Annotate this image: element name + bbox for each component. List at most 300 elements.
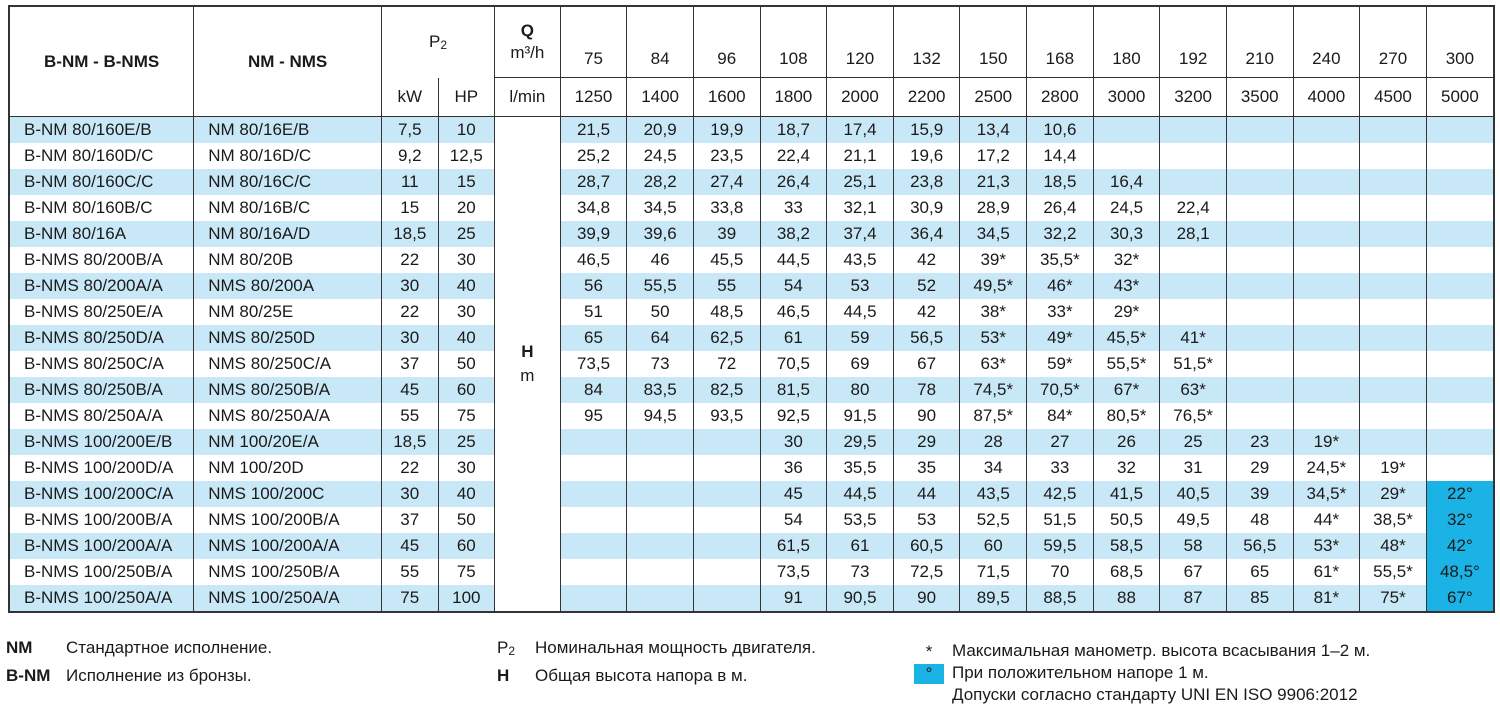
head-value: 46 [627,247,694,273]
head-value [560,559,627,585]
head-value: 46* [1027,273,1094,299]
head-value: 67 [1160,559,1227,585]
head-value: 23,5 [693,143,760,169]
head-value [560,507,627,533]
head-value: 24,5* [1293,455,1360,481]
head-value: 42,5 [1027,481,1094,507]
head-value: 34,5 [627,195,694,221]
flow-lmin: 2000 [827,78,894,117]
head-value: 84* [1027,403,1094,429]
head-value: 46,5 [760,299,827,325]
flow-m3h: 108 [760,6,827,78]
head-value [1226,325,1293,351]
head-value [1093,117,1160,144]
head-value: 60 [960,533,1027,559]
flow-m3h: 270 [1360,6,1427,78]
power-hp: 100 [438,585,495,612]
table-row [9,507,1494,533]
model-nm: NMS 80/200A [194,273,382,299]
power-hp: 60 [438,533,495,559]
head-value: 30,3 [1093,221,1160,247]
power-hp: 30 [438,455,495,481]
head-value: 23 [1226,429,1293,455]
head-value: 67° [1426,585,1494,612]
head-value: 90 [893,403,960,429]
head-value: 22,4 [760,143,827,169]
head-value [1226,351,1293,377]
head-value: 39 [1226,481,1293,507]
head-value: 18,7 [760,117,827,144]
model-bnm: B-NM 80/160B/C [9,195,194,221]
head-value: 56 [560,273,627,299]
head-value: 44* [1293,507,1360,533]
head-value: 36,4 [893,221,960,247]
power-hp: 40 [438,325,495,351]
head-value [1360,299,1427,325]
head-value: 42 [893,247,960,273]
head-value [1226,143,1293,169]
power-kw: 22 [382,455,439,481]
head-value: 39* [960,247,1027,273]
head-value: 91,5 [827,403,894,429]
head-value: 21,1 [827,143,894,169]
legend-bnm: B-NM Исполнение из бронзы. [6,666,252,685]
header-lmin: l/min [495,78,561,117]
power-kw: 30 [382,273,439,299]
flow-m3h: 192 [1160,6,1227,78]
head-value: 39,6 [627,221,694,247]
head-value: 29* [1360,481,1427,507]
head-value [1360,377,1427,403]
power-hp: 40 [438,481,495,507]
head-value [560,585,627,612]
head-value [1160,169,1227,195]
flow-m3h: 210 [1226,6,1293,78]
head-value [1226,169,1293,195]
head-value: 53 [827,273,894,299]
head-value [1360,273,1427,299]
head-value: 73 [627,351,694,377]
asterisk-icon: * [925,641,933,661]
head-value [1160,247,1227,273]
power-hp: 15 [438,169,495,195]
head-value: 15,9 [893,117,960,144]
head-value [627,455,694,481]
power-hp: 30 [438,247,495,273]
table-body [9,117,1494,613]
power-hp: 12,5 [438,143,495,169]
head-value: 29* [1093,299,1160,325]
flow-lmin: 2800 [1027,78,1094,117]
header-nm-series: NM - NMS [194,6,382,117]
head-value [1293,377,1360,403]
table-row [9,403,1494,429]
flow-lmin: 1400 [627,78,694,117]
flow-lmin: 5000 [1426,78,1494,117]
head-value [1360,429,1427,455]
head-value: 19* [1360,455,1427,481]
head-value [1426,273,1494,299]
legend-notes [914,640,1370,706]
head-value [1293,247,1360,273]
model-nm: NM 80/16C/C [194,169,382,195]
power-hp: 75 [438,403,495,429]
power-hp: 25 [438,429,495,455]
legend-nm: NM Стандартное исполнение. [6,638,273,657]
head-value [1360,117,1427,144]
head-value [627,429,694,455]
head-value: 38,5* [1360,507,1427,533]
power-hp: 40 [438,273,495,299]
power-hp: 60 [438,377,495,403]
table-row [9,481,1494,507]
head-value [693,507,760,533]
head-value [1293,273,1360,299]
head-value: 73,5 [560,351,627,377]
head-value: 84 [560,377,627,403]
model-bnm: B-NMS 100/200D/A [9,455,194,481]
head-value: 34,5* [1293,481,1360,507]
head-value: 53,5 [827,507,894,533]
power-kw: 22 [382,247,439,273]
head-value [1360,195,1427,221]
model-bnm: B-NMS 100/250A/A [9,585,194,612]
head-value [1160,143,1227,169]
head-label: H m [495,117,561,613]
head-value: 71,5 [960,559,1027,585]
head-value: 28,7 [560,169,627,195]
model-bnm: B-NMS 100/200A/A [9,533,194,559]
model-nm: NM 100/20E/A [194,429,382,455]
head-value [1426,247,1494,273]
head-value [1226,247,1293,273]
head-value [1293,117,1360,144]
head-value [1293,143,1360,169]
head-value [693,585,760,612]
model-nm: NM 80/16D/C [194,143,382,169]
head-value: 65 [1226,559,1293,585]
head-value: 90,5 [827,585,894,612]
head-value: 44 [893,481,960,507]
header-kw: kW [382,78,439,117]
head-value: 26,4 [1027,195,1094,221]
table-row [9,559,1494,585]
model-nm: NM 80/16A/D [194,221,382,247]
model-bnm: B-NMS 80/250C/A [9,351,194,377]
flow-m3h: 132 [893,6,960,78]
table-row [9,325,1494,351]
head-value: 52,5 [960,507,1027,533]
head-value: 67* [1093,377,1160,403]
head-value: 25 [1160,429,1227,455]
head-value: 61 [827,533,894,559]
power-kw: 75 [382,585,439,612]
model-bnm: B-NMS 100/250B/A [9,559,194,585]
head-value: 44,5 [827,299,894,325]
head-value: 18,5 [1027,169,1094,195]
head-value: 95 [560,403,627,429]
head-value: 35 [893,455,960,481]
head-value: 26,4 [760,169,827,195]
model-bnm: B-NM 80/160E/B [9,117,194,144]
head-value [560,455,627,481]
power-hp: 25 [438,221,495,247]
head-value [1093,143,1160,169]
table-row [9,195,1494,221]
head-value: 41* [1160,325,1227,351]
model-bnm: B-NMS 100/200E/B [9,429,194,455]
head-value [1293,221,1360,247]
head-value [560,429,627,455]
header-p2: P2 [382,6,495,78]
legend-series [6,634,272,690]
head-value: 28,2 [627,169,694,195]
head-value: 43,5 [827,247,894,273]
head-value: 23,8 [893,169,960,195]
head-value: 27 [1027,429,1094,455]
head-value [627,481,694,507]
head-value: 43,5 [960,481,1027,507]
head-value: 32* [1093,247,1160,273]
head-value: 85 [1226,585,1293,612]
power-kw: 30 [382,325,439,351]
model-bnm: B-NMS 80/200B/A [9,247,194,273]
model-nm: NMS 100/250B/A [194,559,382,585]
head-value: 29,5 [827,429,894,455]
power-hp: 50 [438,507,495,533]
head-value [693,455,760,481]
flow-lmin: 3200 [1160,78,1227,117]
head-value: 51 [560,299,627,325]
power-kw: 15 [382,195,439,221]
power-kw: 55 [382,559,439,585]
head-value: 45,5 [693,247,760,273]
head-value [1160,299,1227,325]
head-value: 54 [760,273,827,299]
flow-m3h: 168 [1027,6,1094,78]
power-kw: 37 [382,507,439,533]
head-value: 46,5 [560,247,627,273]
head-value [1360,247,1427,273]
head-value: 69 [827,351,894,377]
power-kw: 18,5 [382,221,439,247]
head-value: 14,4 [1027,143,1094,169]
table-row [9,351,1494,377]
head-value [560,533,627,559]
power-kw: 22 [382,299,439,325]
head-value [1226,273,1293,299]
head-value: 63* [960,351,1027,377]
degree-box-icon: ° [914,664,944,684]
head-value: 53 [893,507,960,533]
head-value: 28,9 [960,195,1027,221]
head-value: 45 [760,481,827,507]
model-bnm: B-NM 80/160C/C [9,169,194,195]
head-value [1426,403,1494,429]
head-value: 33 [760,195,827,221]
legend-symbols [497,634,816,690]
model-nm: NMS 100/250A/A [194,585,382,612]
head-value: 26 [1093,429,1160,455]
head-value: 19,6 [893,143,960,169]
head-value: 25,2 [560,143,627,169]
model-nm: NMS 80/250A/A [194,403,382,429]
flow-lmin: 2500 [960,78,1027,117]
flow-lmin: 3000 [1093,78,1160,117]
head-value: 21,3 [960,169,1027,195]
head-value: 17,4 [827,117,894,144]
head-value: 31 [1160,455,1227,481]
head-value: 88 [1093,585,1160,612]
head-value: 63* [1160,377,1227,403]
head-value: 87 [1160,585,1227,612]
head-value: 58,5 [1093,533,1160,559]
power-hp: 20 [438,195,495,221]
table-row [9,299,1494,325]
head-value: 32 [1093,455,1160,481]
head-value: 34,8 [560,195,627,221]
head-value: 36 [760,455,827,481]
model-bnm: B-NMS 80/250D/A [9,325,194,351]
head-value: 75* [1360,585,1427,612]
flow-m3h: 120 [827,6,894,78]
head-value: 38,2 [760,221,827,247]
head-value: 34 [960,455,1027,481]
head-value [1360,351,1427,377]
power-kw: 11 [382,169,439,195]
head-value: 81* [1293,585,1360,612]
flow-m3h: 180 [1093,6,1160,78]
head-value: 76,5* [1160,403,1227,429]
head-value: 35,5 [827,455,894,481]
head-value: 49,5* [960,273,1027,299]
table-row [9,221,1494,247]
model-nm: NMS 80/250B/A [194,377,382,403]
table-row [9,117,1494,144]
pump-performance-table [8,5,1495,613]
head-value [627,507,694,533]
model-nm: NM 80/16E/B [194,117,382,144]
flow-lmin: 3500 [1226,78,1293,117]
legend-circle: ° При положительном напоре 1 м. [914,662,1370,684]
power-kw: 37 [382,351,439,377]
head-value: 17,2 [960,143,1027,169]
head-value: 51,5 [1027,507,1094,533]
head-value [1293,169,1360,195]
head-value [1426,143,1494,169]
head-value [1293,325,1360,351]
head-value: 60,5 [893,533,960,559]
head-value: 33 [1027,455,1094,481]
head-value: 59 [827,325,894,351]
flow-lmin: 1600 [693,78,760,117]
head-value: 55,5* [1360,559,1427,585]
power-kw: 55 [382,403,439,429]
model-bnm: B-NMS 80/250A/A [9,403,194,429]
head-value: 10,6 [1027,117,1094,144]
head-value: 32,1 [827,195,894,221]
head-value: 61,5 [760,533,827,559]
head-value [1226,195,1293,221]
head-value: 83,5 [627,377,694,403]
head-value: 70,5* [1027,377,1094,403]
head-value: 22° [1426,481,1494,507]
legend-p2: P2 Номинальная мощность двигателя. [497,638,816,658]
head-value [693,559,760,585]
table-row [9,247,1494,273]
head-value [627,559,694,585]
head-value: 28,1 [1160,221,1227,247]
head-value: 50,5 [1093,507,1160,533]
model-nm: NMS 100/200A/A [194,533,382,559]
table-row [9,585,1494,612]
head-value [1426,429,1494,455]
head-value: 13,4 [960,117,1027,144]
table-row [9,169,1494,195]
head-value: 49,5 [1160,507,1227,533]
table-row [9,429,1494,455]
head-value: 81,5 [760,377,827,403]
model-nm: NMS 80/250C/A [194,351,382,377]
table-row [9,143,1494,169]
model-nm: NMS 100/200B/A [194,507,382,533]
head-value: 19,9 [693,117,760,144]
head-value: 30,9 [893,195,960,221]
model-nm: NM 100/20D [194,455,382,481]
power-kw: 9,2 [382,143,439,169]
head-value: 94,5 [627,403,694,429]
head-value: 37,4 [827,221,894,247]
head-value [1426,221,1494,247]
head-value: 44,5 [827,481,894,507]
head-value: 40,5 [1160,481,1227,507]
flow-m3h: 84 [627,6,694,78]
flow-lmin: 1250 [560,78,627,117]
head-value: 61 [760,325,827,351]
head-value [1426,377,1494,403]
head-value: 41,5 [1093,481,1160,507]
header-q: Q m³/h [495,6,561,78]
head-value: 32° [1426,507,1494,533]
head-value: 64 [627,325,694,351]
flow-m3h: 150 [960,6,1027,78]
head-value: 48,5 [693,299,760,325]
head-value [1426,325,1494,351]
head-value: 24,5 [627,143,694,169]
head-value [1226,377,1293,403]
head-value: 73 [827,559,894,585]
flow-lmin: 4000 [1293,78,1360,117]
head-value: 29 [893,429,960,455]
power-kw: 45 [382,533,439,559]
head-value: 78 [893,377,960,403]
power-hp: 75 [438,559,495,585]
power-kw: 45 [382,377,439,403]
head-value [1226,403,1293,429]
power-kw: 30 [382,481,439,507]
head-value: 27,4 [693,169,760,195]
head-value: 65 [560,325,627,351]
head-value: 80,5* [1093,403,1160,429]
head-value: 62,5 [693,325,760,351]
head-value: 55,5* [1093,351,1160,377]
head-value: 50 [627,299,694,325]
head-value: 16,4 [1093,169,1160,195]
head-value: 19* [1293,429,1360,455]
head-value [1426,455,1494,481]
head-value: 53* [960,325,1027,351]
flow-lmin: 4500 [1360,78,1427,117]
